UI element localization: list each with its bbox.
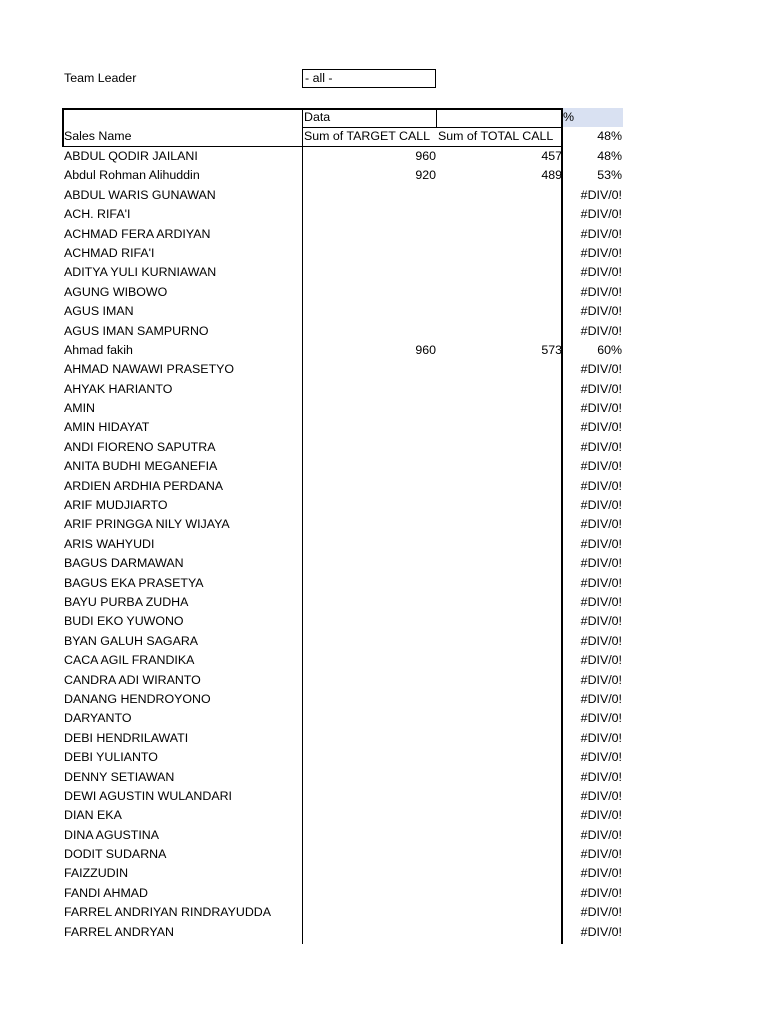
table-row [0,186,768,205]
pct-cell: #DIV/0! [580,769,622,784]
pct-cell: 48% [597,149,622,163]
target-call-cell: 960 [415,149,436,163]
sales-name-cell: Ahmad fakih [64,342,133,357]
sales-name-cell: BYAN GALUH SAGARA [64,633,199,648]
column-header-total-call: Sum of TOTAL CALL [438,129,554,143]
table-row [0,923,768,942]
table-row [0,380,768,399]
column-header-sales-name[interactable]: Sales Name [64,129,132,143]
sales-name-cell: DIAN EKA [64,808,122,823]
pct-cell: #DIV/0! [580,478,622,493]
pct-cell: #DIV/0! [580,323,622,338]
table-row [0,787,768,806]
sales-name-cell: ABDUL WARIS GUNAWAN [64,187,216,202]
table-row [0,360,768,379]
sales-name-cell: BAGUS EKA PRASETYA [64,575,204,590]
pct-cell: 53% [597,168,622,183]
sales-name-cell: FANDI AHMAD [64,885,148,900]
table-row [0,515,768,534]
sales-name-cell: FAIZZUDIN [64,866,129,881]
sales-name-cell: BAYU PURBA ZUDHA [64,594,189,609]
sales-name-cell: DEBI HENDRILAWATI [64,730,189,745]
pct-cell: #DIV/0! [580,556,622,571]
target-call-cell: 920 [415,168,436,183]
sales-name-cell: AHMAD NAWAWI PRASETYO [64,362,235,377]
pct-cell: #DIV/0! [580,226,622,241]
table-row [0,477,768,496]
pct-cell: #DIV/0! [580,362,622,377]
pct-cell: #DIV/0! [580,187,622,202]
pivot-rows [0,147,768,942]
sales-name-cell: ARIS WAHYUDI [64,536,155,551]
pct-cell: #DIV/0! [580,827,622,842]
table-row [0,341,768,360]
pct-cell: #DIV/0! [580,711,622,726]
table-row [0,806,768,825]
table-row [0,671,768,690]
column-header-target-call: Sum of TARGET CALL [304,129,431,143]
sales-name-cell: ARIF PRINGGA NILY WIJAYA [64,517,230,532]
sales-name-cell: AMIN HIDAYAT [64,420,150,435]
pct-cell: #DIV/0! [580,750,622,765]
total-call-cell: 573 [541,342,562,357]
sales-name-cell: CANDRA ADI WIRANTO [64,672,201,687]
pct-cell: 60% [597,342,622,357]
table-row [0,322,768,341]
table-row [0,826,768,845]
pct-cell: #DIV/0! [580,730,622,745]
sales-name-cell: DODIT SUDARNA [64,847,167,862]
pct-cell: #DIV/0! [580,788,622,803]
table-row [0,244,768,263]
sales-name-cell: FARREL ANDRYAN [64,924,174,939]
table-row [0,632,768,651]
table-row [0,457,768,476]
data-cell-divider [436,108,437,128]
pct-cell: #DIV/0! [580,691,622,706]
table-row [0,225,768,244]
sales-name-cell: DINA AGUSTINA [64,827,160,842]
pct-cell: #DIV/0! [580,284,622,299]
table-row [0,845,768,864]
total-call-cell: 457 [541,149,562,163]
sales-name-cell: AHYAK HARIANTO [64,381,173,396]
column-header-pct-value: 48% [597,129,622,143]
team-leader-filter-dropdown[interactable]: - all - [302,69,436,88]
table-row [0,554,768,573]
table-row [0,748,768,767]
table-row [0,535,768,554]
pct-cell: #DIV/0! [580,381,622,396]
table-row [0,147,768,166]
sales-name-cell: ABDUL QODIR JAILANI [64,149,198,163]
sales-name-cell: ACHMAD RIFA'I [64,245,155,260]
sales-name-cell: BUDI EKO YUWONO [64,614,184,629]
pct-cell: #DIV/0! [580,498,622,513]
table-row [0,709,768,728]
table-row [0,612,768,631]
table-row [0,302,768,321]
sales-name-cell: DEWI AGUSTIN WULANDARI [64,788,232,803]
sales-name-cell: DEBI YULIANTO [64,750,158,765]
pct-cell: #DIV/0! [580,265,622,280]
table-row [0,205,768,224]
table-row [0,768,768,787]
pct-cell: #DIV/0! [580,439,622,454]
table-row [0,263,768,282]
table-row [0,399,768,418]
sales-name-cell: ARDIEN ARDHIA PERDANA [64,478,224,493]
sales-name-cell: BAGUS DARMAWAN [64,556,184,571]
pct-cell: #DIV/0! [580,672,622,687]
sales-name-cell: FARREL ANDRIYAN RINDRAYUDDA [64,905,272,920]
team-leader-filter-label: Team Leader [64,71,137,85]
pct-cell: #DIV/0! [580,575,622,590]
table-row [0,729,768,748]
sales-name-cell: DARYANTO [64,711,132,726]
pct-cell: #DIV/0! [580,653,622,668]
table-row [0,166,768,185]
sales-name-cell: CACA AGIL FRANDIKA [64,653,195,668]
sales-name-cell: Abdul Rohman Alihuddin [64,168,200,183]
table-row [0,438,768,457]
pct-cell: #DIV/0! [580,808,622,823]
pct-cell: #DIV/0! [580,866,622,881]
table-row [0,884,768,903]
table-row [0,593,768,612]
sales-name-cell: ARIF MUDJIARTO [64,498,168,513]
pct-cell: #DIV/0! [580,304,622,319]
pct-cell: #DIV/0! [580,924,622,939]
sales-name-cell: ANDI FIORENO SAPUTRA [64,439,216,454]
sales-name-cell: AMIN [64,401,95,416]
sales-name-cell: ACHMAD FERA ARDIYAN [64,226,211,241]
table-row [0,903,768,922]
sales-name-cell: ADITYA YULI KURNIAWAN [64,265,217,280]
pct-cell: #DIV/0! [580,459,622,474]
table-row [0,864,768,883]
pct-cell: #DIV/0! [580,207,622,222]
sales-name-cell: AGUNG WIBOWO [64,284,168,299]
pct-cell: #DIV/0! [580,614,622,629]
sales-name-cell: DANANG HENDROYONO [64,691,211,706]
pct-cell: #DIV/0! [580,401,622,416]
pct-cell: #DIV/0! [580,517,622,532]
table-row [0,651,768,670]
pct-cell: #DIV/0! [580,420,622,435]
sales-name-cell: AGUS IMAN [64,304,134,319]
table-row [0,496,768,515]
pct-cell: #DIV/0! [580,885,622,900]
pct-cell: #DIV/0! [580,245,622,260]
data-header-label: Data [304,110,331,124]
pct-header-label: % [563,110,575,124]
sales-name-cell: ANITA BUDHI MEGANEFIA [64,459,218,474]
sales-name-cell: AGUS IMAN SAMPURNO [64,323,209,338]
total-call-cell: 489 [541,168,562,183]
pct-cell: #DIV/0! [580,633,622,648]
table-row [0,574,768,593]
sales-name-cell: ACH. RIFA'I [64,207,131,222]
table-row [0,418,768,437]
table-row [0,690,768,709]
table-row [0,283,768,302]
sales-name-cell: DENNY SETIAWAN [64,769,175,784]
pct-cell: #DIV/0! [580,847,622,862]
target-call-cell: 960 [415,342,436,357]
pct-cell: #DIV/0! [580,905,622,920]
pct-cell: #DIV/0! [580,594,622,609]
pct-cell: #DIV/0! [580,536,622,551]
